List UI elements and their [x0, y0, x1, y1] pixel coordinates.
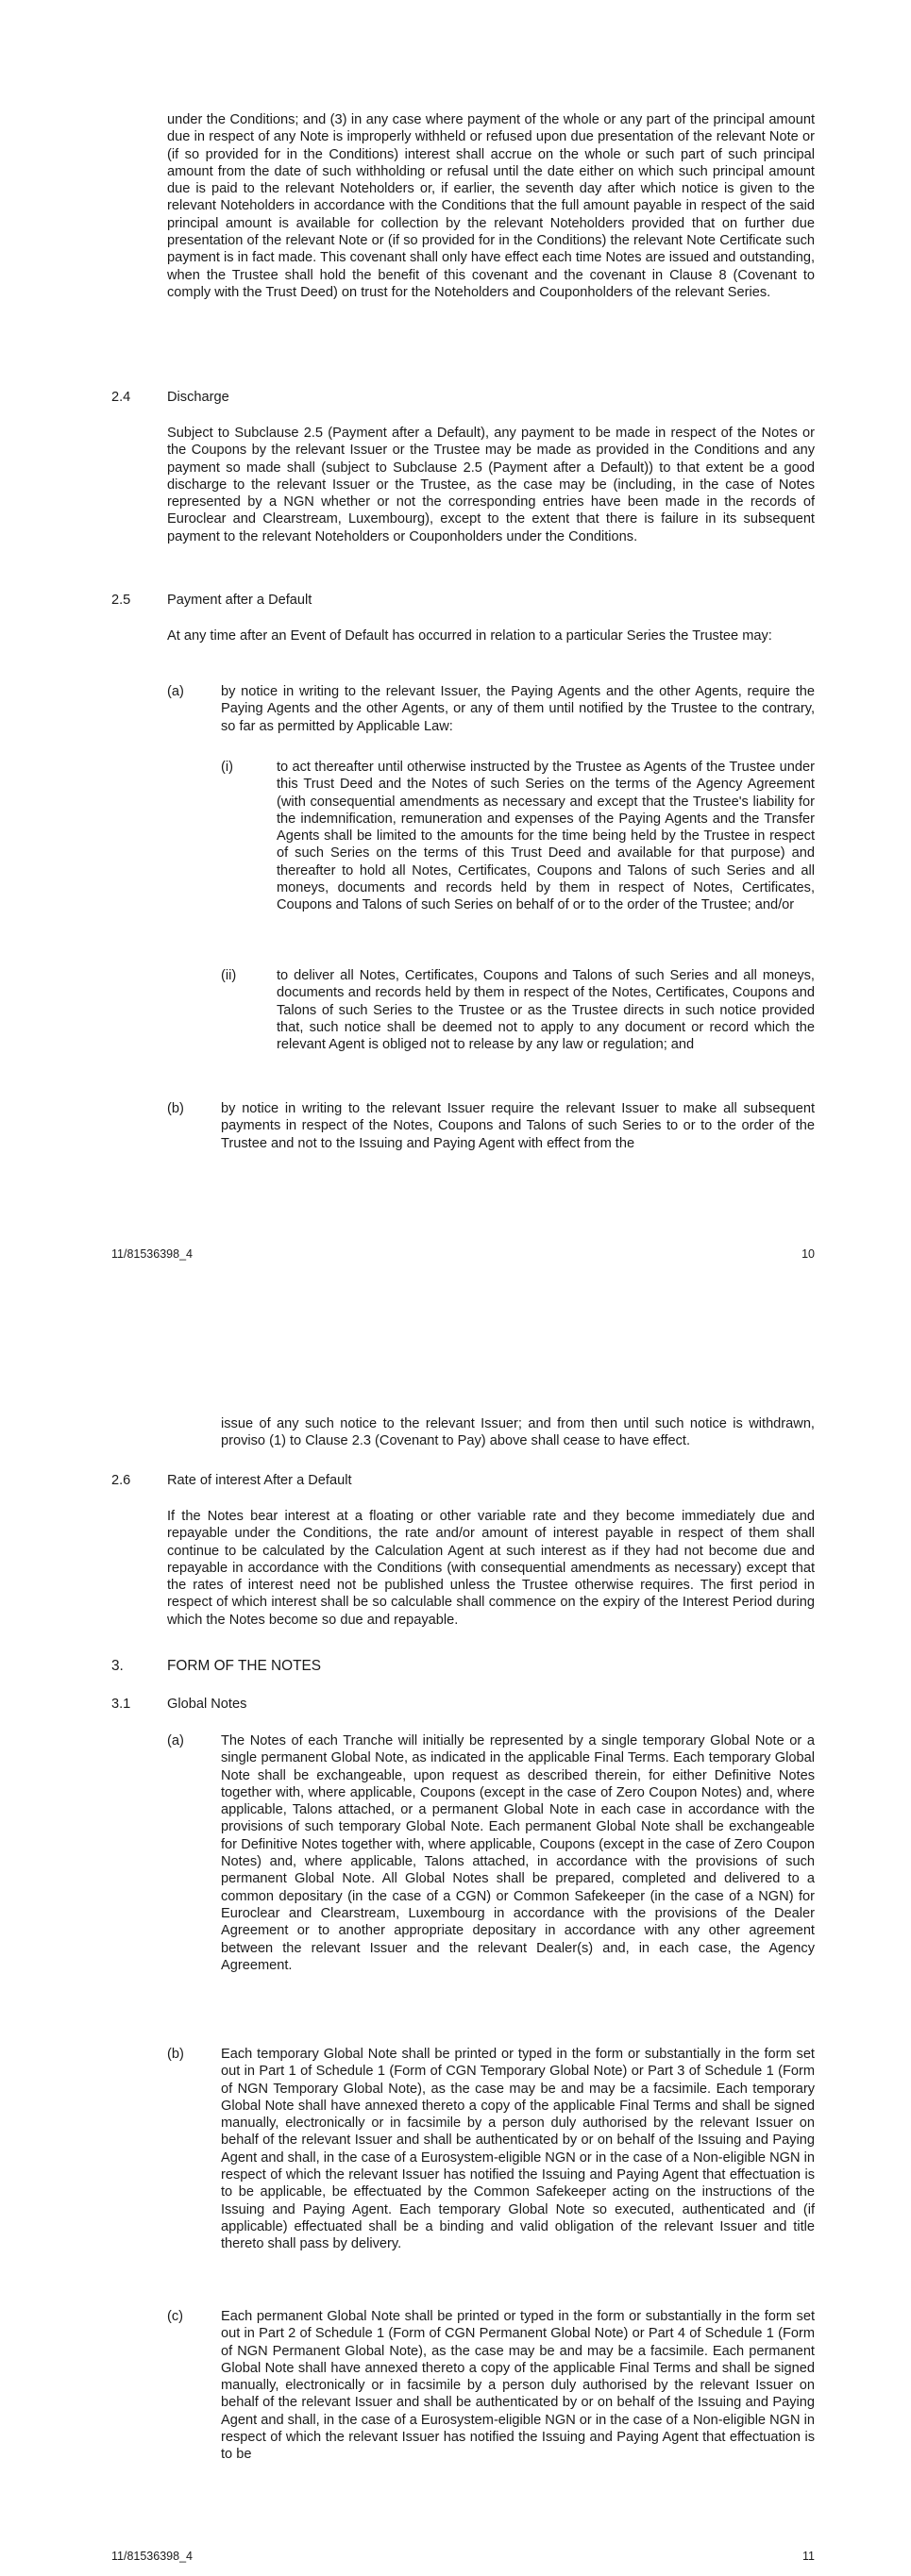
footer-page-number: 10 — [801, 1247, 815, 1261]
continued-paragraph: issue of any such notice to the relevant Issuer; and from then until such notice is withdrawn, proviso (1) to Clause 2.3 (Covenant to Pay) above shall cease to have effect. — [221, 1416, 815, 1449]
item-text-2-5-a-i: to act thereafter until otherwise instructed by the Trustee as Agents of the Trustee under this Trust Deed and the Notes of such Series on the terms of the Agency Agreement (with consequential amendments as necessary and except that the Trustee's liability for the indemnification, remuneration and expenses of the Paying Agents and the Transfer Agents shall be limited to the amounts for the time being held by the Trustee in respect of such Series on the terms of this Trust Deed and available for that purpose) and thereafter to hold all Notes, Certificates, Coupons and Talons of such Series and all moneys, documents and records held by them in respect of Notes, Certificates, Coupons and Talons of such Series on behalf of or to the order of the Trustee; and/or — [277, 760, 815, 913]
item-label-2-5-b: (b) — [167, 1101, 184, 1116]
section-title-form-of-notes: FORM OF THE NOTES — [167, 1658, 322, 1674]
item-text-2-5-a-ii: to deliver all Notes, Certificates, Coupons and Talons of such Series and all moneys, documents and records held by them in respect of the Notes, Certificates, Coupons and Talons of such Series to the Trustee or as the Trustee directs in such notice provided that, such notice shall be deemed not to apply to any document or record which the relevant Agent is obliged not to release by any law or regulation; and — [277, 968, 815, 1053]
section-title-discharge: Discharge — [167, 390, 229, 405]
section-number-2-6: 2.6 — [111, 1473, 131, 1488]
section-title-payment-after-default: Payment after a Default — [167, 593, 312, 608]
section-number-2-4: 2.4 — [111, 390, 131, 405]
section-title-global-notes: Global Notes — [167, 1697, 247, 1712]
item-text-2-5-a: by notice in writing to the relevant Issuer, the Paying Agents and the other Agents, require the Paying Agents and the other Agents, or any of them until notified by the Trustee to the contrary, so far as permitted by Applicable Law: — [221, 684, 815, 734]
section-number-3: 3. — [111, 1658, 124, 1674]
footer-doc-ref: 11/81536398_4 — [111, 1247, 193, 1261]
discharge-paragraph: Subject to Subclause 2.5 (Payment after a Default), any payment to be made in respect of the Notes or the Coupons by the relevant Issuer or the Trustee may be made as provided in the Conditions and any payment so made shall (subject to Subclause 2.5 (Payment after a Default)) to that extent be a good discharge to the relevant Issuer or the Trustee, as the case may be (including, in the case of Notes represented by a NGN whether or not the corresponding entries have been made in the records of Euroclear and Clearstream, Luxembourg), except to the extent that there is failure in its subsequent payment to the relevant Noteholders or Couponholders under the Conditions. — [167, 426, 815, 544]
item-text-2-5-b: by notice in writing to the relevant Issuer require the relevant Issuer to make all subsequent payments in respect of the Notes, Coupons and Talons of such Series to or to the order of the Trustee and not to the Issuing and Paying Agent with effect from the — [221, 1101, 815, 1151]
item-label-2-5-a-ii: (ii) — [221, 968, 237, 983]
item-label-3-1-c: (c) — [167, 2309, 184, 2324]
footer-doc-ref: 11/81536398_4 — [111, 2550, 193, 2563]
item-label-2-5-a-i: (i) — [221, 760, 233, 775]
payment-after-default-paragraph: At any time after an Event of Default has occurred in relation to a particular Series the Trustee may: — [167, 628, 772, 644]
item-text-3-1-b: Each temporary Global Note shall be printed or typed in the form or substantially in the form set out in Part 1 of Schedule 1 (Form of CGN Temporary Global Note) or Part 3 of Schedule 1 (Form of NGN Temporary Global Note), as the case may be and may be a facsimile. Each temporary Global Note shall have annexed thereto a copy of the applicable Final Terms and shall be signed manually, electronically or in facsimile by a person duly authorised by the relevant Issuer on behalf of the relevant Issuer and shall be authenticated by or on behalf of the Issuing and Paying Agent and shall, in the case of a Eurosystem-eligible NGN or in the case of a Non-eligible NGN in respect of which the relevant Issuer has notified the Issuing and Paying Agent that effectuation is to be applicable, be effectuated by the Common Safekeeper acting on the instructions of the Issuing and Paying Agent. Each temporary Global Note so executed, authenticated and (if applicable) effectuated shall be a binding and valid obligation of the relevant Issuer and title thereto shall pass by delivery. — [221, 2047, 815, 2252]
rate-of-interest-paragraph: If the Notes bear interest at a floating or other variable rate and they become immediately due and repayable under the Conditions, the rate and/or amount of interest payable in respect of them shall continue to be calculated by the Calculation Agent at such interest as if they had not become due and repayable in accordance with the Conditions (with consequential amendments as necessary) except that the rates of interest need not be published unless the Trustee otherwise requires. The first period in respect of which interest shall be so calculable shall commence on the expiry of the Interest Period during which the Notes become so due and repayable. — [167, 1509, 815, 1628]
item-text-3-1-c: Each permanent Global Note shall be printed or typed in the form or substantially in the form set out in Part 2 of Schedule 1 (Form of CGN Permanent Global Note) or Part 4 of Schedule 1 (Form of NGN Permanent Global Note), as the case may be and may be a facsimile. Each permanent Global Note shall have annexed thereto a copy of the applicable Final Terms and shall be signed manually, electronically or in facsimile by a person duly authorised by the relevant Issuer on behalf of the relevant Issuer and shall be authenticated by or on behalf of the Issuing and Paying Agent and shall, in the case of a Eurosystem-eligible NGN or in the case of a Non-eligible NGN in respect of which the relevant Issuer has notified the Issuing and Paying Agent that effectuation is to be — [221, 2309, 815, 2463]
item-label-2-5-a: (a) — [167, 684, 184, 699]
intro-paragraph: under the Conditions; and (3) in any case where payment of the whole or any part of the principal amount due in respect of any Note is improperly withheld or refused upon due presentation of the relevant Note or (if so provided for in the Conditions) interest shall accrue on the whole or such part of such principal amount from the date of such withholding or refusal until the date either on which such principal amount due is paid to the relevant Noteholders or, if earlier, the seventh day after which notice is given to the relevant Noteholders in accordance with the Conditions that the full amount payable in respect of the said principal amount is available for collection by the relevant Noteholders provided that on further due presentation of the relevant Note or (if so provided for in the Conditions) the relevant Note Certificate such payment is in fact made. This covenant shall only have effect each time Notes are issued and outstanding, when the Trustee shall hold the benefit of this covenant and the covenant in Clause 8 (Covenant to comply with the Trust Deed) on trust for the Noteholders and Couponholders of the relevant Series. — [167, 112, 815, 300]
footer-page-number: 11 — [802, 2550, 815, 2563]
section-title-rate-of-interest: Rate of interest After a Default — [167, 1473, 352, 1488]
section-number-3-1: 3.1 — [111, 1697, 131, 1712]
item-label-3-1-a: (a) — [167, 1733, 184, 1748]
item-text-3-1-a: The Notes of each Tranche will initially be represented by a single temporary Global Note or a single permanent Global Note, as indicated in the applicable Final Terms. Each temporary Global Note shall be exchangeable, upon request as described therein, for either Definitive Notes together with, where applicable, Coupons (except in the case of Zero Coupon Notes) and, where applicable, Talons attached, or a permanent Global Note in each case in accordance with the provisions of such temporary Global Note. Each permanent Global Note shall be exchangeable for Definitive Notes together with, where applicable, Coupons (except in the case of Zero Coupon Notes) and, where applicable, Talons attached, in accordance with the provisions of such permanent Global Note. All Global Notes shall be prepared, completed and delivered to a common depositary (in the case of a CGN) or Common Safekeeper (in the case of a NGN) for Euroclear and Clearstream, Luxembourg in accordance with the provisions of the Dealer Agreement or to another appropriate depositary in accordance with any other agreement between the relevant Issuer and the relevant Dealer(s) and, in each case, the Agency Agreement. — [221, 1733, 815, 1973]
section-number-2-5: 2.5 — [111, 593, 131, 608]
item-label-3-1-b: (b) — [167, 2047, 184, 2062]
